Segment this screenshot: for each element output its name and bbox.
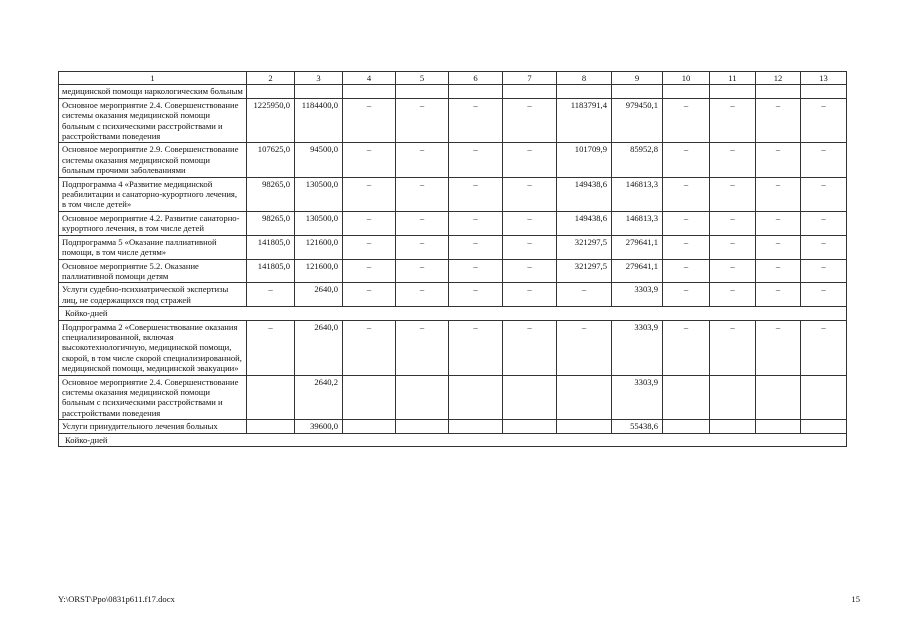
row-label: Основное мероприятие 5.2. Оказание паллиативной помощи детям — [59, 259, 247, 283]
value-cell: 321297,5 — [557, 235, 612, 259]
value-cell: – — [801, 320, 847, 375]
table-row — [59, 259, 847, 283]
value-cell — [663, 420, 710, 433]
value-cell — [756, 420, 801, 433]
value-cell: 979450,1 — [612, 98, 663, 143]
value-cell — [247, 420, 295, 433]
value-cell: – — [710, 143, 756, 177]
table-row — [59, 143, 847, 177]
value-cell: – — [449, 98, 503, 143]
value-cell: 2640,0 — [295, 320, 343, 375]
value-cell: 1184400,0 — [295, 98, 343, 143]
table-row — [59, 177, 847, 211]
value-cell: 55438,6 — [612, 420, 663, 433]
value-cell: – — [396, 98, 449, 143]
value-cell: – — [801, 235, 847, 259]
value-cell: – — [449, 235, 503, 259]
value-cell — [343, 85, 396, 98]
value-cell: – — [801, 143, 847, 177]
column-number: 6 — [449, 72, 503, 85]
value-cell: 146813,3 — [612, 211, 663, 235]
column-number: 1 — [59, 72, 247, 85]
value-cell — [343, 420, 396, 433]
value-cell: – — [710, 177, 756, 211]
value-cell: – — [801, 211, 847, 235]
unit-label: Койко-дней — [59, 433, 847, 446]
value-cell: 107625,0 — [247, 143, 295, 177]
value-cell — [710, 420, 756, 433]
value-cell: – — [343, 283, 396, 307]
column-number: 2 — [247, 72, 295, 85]
value-cell — [557, 420, 612, 433]
value-cell: – — [449, 143, 503, 177]
row-label: Основное мероприятие 2.9. Совершенствование системы оказания медицинской помощи больным прочими заболеваниями — [59, 143, 247, 177]
budget-table — [58, 71, 847, 447]
value-cell: – — [756, 259, 801, 283]
value-cell: 1225950,0 — [247, 98, 295, 143]
value-cell: – — [710, 211, 756, 235]
column-number: 9 — [612, 72, 663, 85]
row-label: Подпрограмма 2 «Совершенствование оказания специализированной, включая высокотехнологичную, медицинской помощи, скорой, в том числе скорой специализированной, медицинской помощи, медицинской эвакуации» — [59, 320, 247, 375]
row-label: Основное мероприятие 2.4. Совершенствование системы оказания медицинской помощи больным с психическими расстройствами и расстройствами поведения — [59, 98, 247, 143]
column-number: 13 — [801, 72, 847, 85]
table-row — [59, 375, 847, 420]
value-cell: – — [663, 283, 710, 307]
value-cell: – — [449, 211, 503, 235]
value-cell — [756, 85, 801, 98]
value-cell: – — [503, 320, 557, 375]
value-cell: – — [343, 98, 396, 143]
value-cell: – — [396, 211, 449, 235]
value-cell: – — [449, 283, 503, 307]
value-cell — [710, 85, 756, 98]
value-cell: – — [503, 211, 557, 235]
value-cell: 146813,3 — [612, 177, 663, 211]
value-cell: 141805,0 — [247, 235, 295, 259]
table-body — [59, 72, 847, 447]
value-cell: – — [756, 177, 801, 211]
value-cell: – — [343, 177, 396, 211]
column-number: 10 — [663, 72, 710, 85]
table-row — [59, 420, 847, 433]
value-cell: – — [756, 98, 801, 143]
value-cell — [801, 375, 847, 420]
value-cell: – — [756, 143, 801, 177]
column-number: 5 — [396, 72, 449, 85]
row-label: Основное мероприятие 4.2. Развитие санаторно-курортного лечения, в том числе детей — [59, 211, 247, 235]
value-cell: – — [663, 177, 710, 211]
column-number: 4 — [343, 72, 396, 85]
value-cell — [343, 375, 396, 420]
value-cell: 98265,0 — [247, 177, 295, 211]
value-cell: – — [756, 283, 801, 307]
row-label: Подпрограмма 4 «Развитие медицинской реабилитации и санаторно-курортного лечения, в том числе детей» — [59, 177, 247, 211]
value-cell: 141805,0 — [247, 259, 295, 283]
value-cell — [396, 420, 449, 433]
table-row — [59, 98, 847, 143]
value-cell: 279641,1 — [612, 259, 663, 283]
value-cell: 121600,0 — [295, 235, 343, 259]
value-cell: – — [663, 211, 710, 235]
value-cell: – — [710, 259, 756, 283]
value-cell: 1183791,4 — [557, 98, 612, 143]
value-cell: 130500,0 — [295, 211, 343, 235]
value-cell: – — [710, 320, 756, 375]
unit-row — [59, 433, 847, 446]
row-label: медицинской помощи наркологическим больным — [59, 85, 247, 98]
value-cell: – — [396, 143, 449, 177]
value-cell: – — [756, 235, 801, 259]
value-cell: – — [663, 235, 710, 259]
value-cell — [663, 85, 710, 98]
value-cell — [612, 85, 663, 98]
value-cell — [801, 420, 847, 433]
value-cell: – — [503, 283, 557, 307]
value-cell: 98265,0 — [247, 211, 295, 235]
value-cell: 2640,0 — [295, 283, 343, 307]
value-cell: 3303,9 — [612, 320, 663, 375]
value-cell: – — [756, 211, 801, 235]
value-cell — [449, 85, 503, 98]
column-number: 7 — [503, 72, 557, 85]
value-cell: 39600,0 — [295, 420, 343, 433]
value-cell — [503, 85, 557, 98]
value-cell: – — [396, 320, 449, 375]
value-cell: – — [710, 283, 756, 307]
value-cell: 94500,0 — [295, 143, 343, 177]
value-cell: – — [801, 98, 847, 143]
value-cell: – — [396, 283, 449, 307]
value-cell — [557, 375, 612, 420]
value-cell: – — [557, 283, 612, 307]
unit-row — [59, 307, 847, 320]
value-cell: – — [801, 283, 847, 307]
value-cell: 321297,5 — [557, 259, 612, 283]
value-cell: – — [801, 259, 847, 283]
value-cell: 3303,9 — [612, 375, 663, 420]
value-cell — [503, 375, 557, 420]
value-cell: – — [343, 211, 396, 235]
value-cell: – — [343, 320, 396, 375]
value-cell — [756, 375, 801, 420]
value-cell — [449, 375, 503, 420]
value-cell — [247, 85, 295, 98]
value-cell — [557, 85, 612, 98]
unit-label: Койко-дней — [59, 307, 847, 320]
row-label: Основное мероприятие 2.4. Совершенствование системы оказания медицинской помощи больным с психическими расстройствами и расстройствами поведения — [59, 375, 247, 420]
value-cell: – — [343, 143, 396, 177]
value-cell: – — [756, 320, 801, 375]
value-cell: – — [503, 235, 557, 259]
value-cell — [503, 420, 557, 433]
value-cell: – — [801, 177, 847, 211]
value-cell: 121600,0 — [295, 259, 343, 283]
value-cell: – — [503, 98, 557, 143]
value-cell: – — [247, 320, 295, 375]
column-number: 12 — [756, 72, 801, 85]
value-cell: – — [710, 235, 756, 259]
value-cell: – — [449, 177, 503, 211]
value-cell: – — [396, 235, 449, 259]
value-cell — [710, 375, 756, 420]
table-row — [59, 211, 847, 235]
value-cell — [663, 375, 710, 420]
value-cell: – — [557, 320, 612, 375]
value-cell: 149438,6 — [557, 211, 612, 235]
row-label: Услуги принудительного лечения больных — [59, 420, 247, 433]
value-cell: – — [396, 177, 449, 211]
value-cell: – — [663, 143, 710, 177]
table-row — [59, 320, 847, 375]
table-row — [59, 85, 847, 98]
value-cell — [449, 420, 503, 433]
value-cell: 3303,9 — [612, 283, 663, 307]
value-cell: – — [449, 259, 503, 283]
value-cell: 149438,6 — [557, 177, 612, 211]
value-cell: 101709,9 — [557, 143, 612, 177]
footer-file-path: Y:\ORST\Ppo\0831p611.f17.docx — [58, 594, 175, 604]
value-cell: – — [247, 283, 295, 307]
row-label: Подпрограмма 5 «Оказание паллиативной помощи, в том числе детям» — [59, 235, 247, 259]
value-cell: – — [663, 98, 710, 143]
value-cell: 279641,1 — [612, 235, 663, 259]
value-cell: 130500,0 — [295, 177, 343, 211]
value-cell: – — [396, 259, 449, 283]
value-cell — [247, 375, 295, 420]
value-cell: – — [343, 259, 396, 283]
value-cell: – — [663, 259, 710, 283]
value-cell: 85952,8 — [612, 143, 663, 177]
row-label: Услуги судебно-психиатрической экспертизы лиц, не содержащихся под стражей — [59, 283, 247, 307]
value-cell: 2640,2 — [295, 375, 343, 420]
value-cell — [801, 85, 847, 98]
value-cell — [396, 85, 449, 98]
value-cell: – — [710, 98, 756, 143]
value-cell: – — [343, 235, 396, 259]
value-cell: – — [503, 177, 557, 211]
value-cell: – — [503, 259, 557, 283]
value-cell: – — [663, 320, 710, 375]
column-number: 8 — [557, 72, 612, 85]
value-cell: – — [449, 320, 503, 375]
column-number: 3 — [295, 72, 343, 85]
table-row — [59, 235, 847, 259]
value-cell: – — [503, 143, 557, 177]
column-number: 11 — [710, 72, 756, 85]
table-row — [59, 283, 847, 307]
page-number: 15 — [851, 594, 860, 604]
value-cell — [396, 375, 449, 420]
column-number-row — [59, 72, 847, 85]
value-cell — [295, 85, 343, 98]
